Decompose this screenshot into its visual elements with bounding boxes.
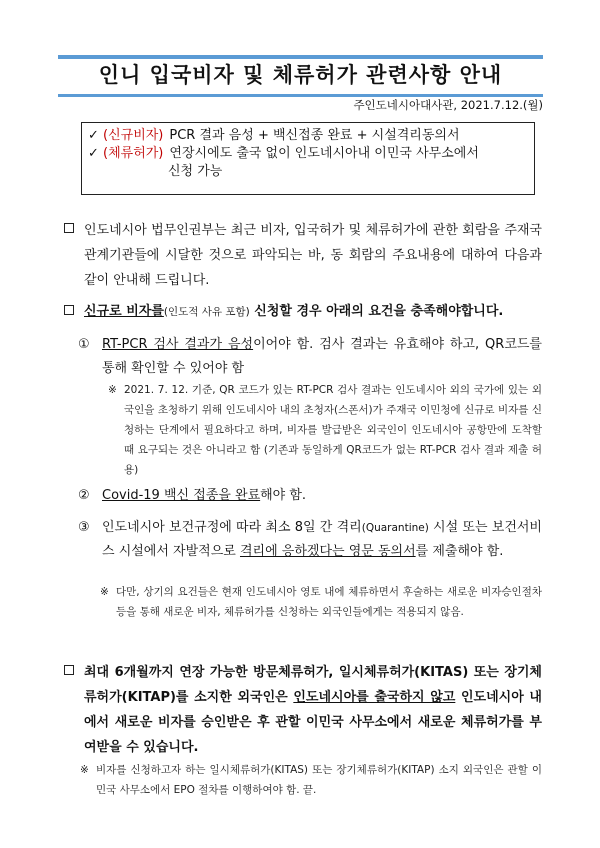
note-epo	[80, 760, 542, 800]
section2-pre: 최대 6개월까지 연장 가능한 방문체류허가, 일시체류허가(KITAS) 또는 장기체류허가(KITAP)를 소지한 외국인은	[84, 665, 542, 705]
note-text: 다만, 상기의 요건들은 현재 인도네시아 영토 내에 체류하면서 후술하는 새로운 비자승인절차 등을 통해 새로운 비자, 체류허가를 신청하는 외국인들에게는 적용되지 않음.	[116, 586, 542, 618]
requirement-item-3	[78, 516, 542, 564]
item-text	[78, 516, 542, 564]
summary-tag: (체류허가)	[103, 146, 164, 161]
section2-underlined: 인도네시아를 출국하지 않고	[293, 690, 456, 705]
item-text	[78, 333, 542, 381]
item-text	[78, 484, 542, 508]
item-number: ②	[78, 488, 90, 503]
item-small: (Quarantine)	[361, 522, 429, 534]
item-rest: 해야 함.	[260, 488, 307, 503]
heading-paren: (인도적 사유 포함)	[163, 306, 250, 318]
check-icon: ✓	[88, 146, 99, 161]
requirement-item-2	[78, 484, 542, 508]
square-bullet-icon	[64, 665, 74, 675]
item-pre: 인도네시아 보건규정에 따라 최소 8일 간 격리	[102, 520, 362, 535]
intro-text: 인도네시아 법무인권부는 최근 비자, 입국허가 및 체류허가에 관한 회람을 주재국 관계기관들에 시달한 것으로 파악되는 바, 동 회람의 주요내용에 대하여 다음과 같이 안내해 드립니다.	[84, 223, 542, 288]
title-top-rule	[58, 55, 543, 59]
note-text: 비자를 신청하고자 하는 일시체류허가(KITAS) 또는 장기체류허가(KITAP) 소지 외국인은 관할 이민국 사무소에서 EPO 절차를 이행하여야 함. 끝.	[96, 764, 542, 796]
requirement-item-1	[78, 333, 542, 381]
summary-continuation: 신청 가능	[168, 164, 223, 179]
issue-date: 주인도네시아대사관, 2021.7.12.(월)	[353, 98, 543, 112]
item-underlined: RT-PCR 검사 결과가 음성	[102, 337, 254, 352]
summary-box	[81, 122, 535, 195]
summary-row-visa	[88, 127, 528, 145]
section-new-visa-heading	[64, 300, 542, 324]
heading-underlined: 신규로 비자를	[84, 304, 164, 319]
item-rest: 를 제출해야 함.	[415, 544, 504, 559]
summary-tag: (신규비자)	[103, 128, 164, 143]
item-mid: 시설 또는 보건서비스 시설에서 자발적으로	[102, 520, 542, 559]
note-mark-icon: ※	[100, 586, 109, 598]
summary-text: PCR 결과 음성 + 백신접종 완료 + 시설격리동의서	[169, 128, 460, 143]
page-title: 인니 입국비자 및 체류허가 관련사항 안내	[98, 63, 503, 87]
section-stay-permit	[64, 660, 542, 760]
note-exception	[100, 582, 542, 622]
item-rest: 이어야 함. 검사 결과는 유효해야 하고, QR코드를 통해 확인할 수 있어야 함	[102, 337, 542, 376]
heading-tail: 신청할 경우 아래의 요건을 충족해야합니다.	[249, 304, 504, 319]
section-heading	[64, 300, 542, 324]
note-mark-icon: ※	[80, 764, 89, 776]
item-number: ③	[78, 520, 90, 535]
intro-section	[64, 218, 542, 293]
check-icon: ✓	[88, 128, 99, 143]
summary-text: 연장시에도 출국 없이 인도네시아내 이민국 사무소에서	[169, 146, 479, 161]
note-text: 2021. 7. 12. 기준, QR 코드가 있는 RT-PCR 검사 결과는 인도네시아 외의 국가에 있는 외국인을 초청하기 위해 인도네시아 내의 초청자(스폰서)가 주재국 이민청에 신규로 비자를 신청하는 단계에서 필요하다고 하며, 비자를 발급받은 외국인이 인도네시아 공항만에 도착할 때 요구되는 것은 아니라고 함 (기존과 동일하게 QR코드가 없는 RT-PCR 검사 결과 제출 허용)	[124, 384, 542, 476]
item-underlined: Covid-19 백신 접종을 완료	[102, 488, 261, 503]
summary-row-stay	[88, 145, 528, 163]
note-qr	[108, 380, 542, 480]
section2-post: 인도네시아 내에서 새로운 비자를 승인받은 후 관할 이민국 사무소에서 새로운 체류허가를 부여받을 수 있습니다.	[84, 690, 542, 755]
square-bullet-icon	[64, 223, 74, 233]
square-bullet-icon	[64, 305, 74, 315]
note-mark-icon: ※	[108, 384, 117, 396]
item-number: ①	[78, 337, 90, 352]
item-underlined: 격리에 응하겠다는 영문 동의서	[239, 544, 416, 559]
section2-text	[64, 660, 542, 760]
